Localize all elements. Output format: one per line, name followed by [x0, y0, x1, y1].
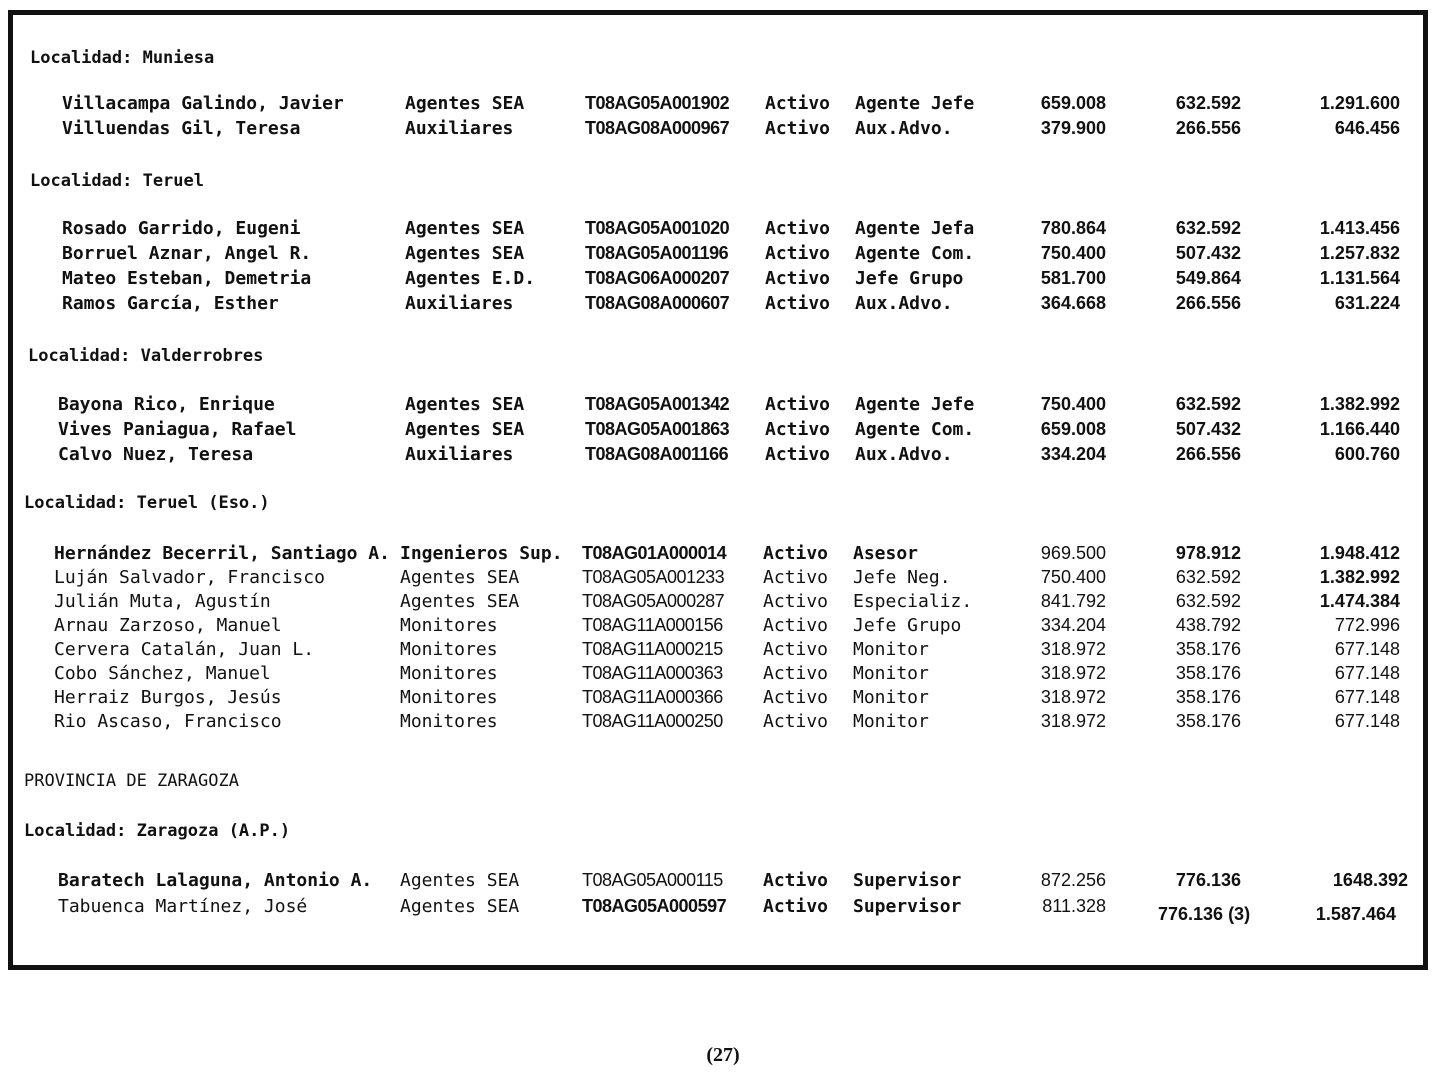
table-row: [0, 663, 1446, 687]
employee-category: Agentes SEA: [405, 394, 525, 415]
employee-name: Hernández Becerril, Santiago A.: [54, 543, 390, 564]
amount-1: 318.972: [1040, 639, 1106, 659]
amount-1: 841.792: [1040, 591, 1106, 611]
amount-1: 334.204: [1040, 615, 1106, 635]
employee-role: Jefe Grupo: [855, 268, 964, 289]
table-row: [0, 218, 1446, 242]
employee-name: Herraiz Burgos, Jesús: [54, 687, 282, 708]
employee-name: Baratech Lalaguna, Antonio A.: [58, 870, 373, 891]
employee-code: T08AG05A000115: [582, 870, 723, 890]
amount-2: 507.432: [1175, 243, 1241, 263]
employee-status: Activo: [765, 118, 831, 139]
amount-1: 379.900: [1040, 118, 1106, 138]
amount-total: 1.474.384: [1319, 591, 1400, 611]
amount-1: 318.972: [1040, 711, 1106, 731]
employee-status: Activo: [765, 218, 831, 239]
amount-1: 750.400: [1040, 567, 1106, 587]
employee-role: Agente Jefe: [855, 394, 975, 415]
employee-name: Arnau Zarzoso, Manuel: [54, 615, 282, 636]
employee-role: Aux.Advo.: [855, 293, 953, 314]
table-row: [0, 896, 1446, 924]
employee-status: Activo: [765, 293, 831, 314]
employee-category: Agentes SEA: [405, 93, 525, 114]
employee-code: T08AG11A000156: [582, 615, 723, 635]
employee-name: Vives Paniagua, Rafael: [58, 419, 297, 440]
employee-name: Calvo Nuez, Teresa: [58, 444, 254, 465]
amount-2: 266.556: [1175, 293, 1241, 313]
amount-2: 266.556: [1175, 118, 1241, 138]
employee-category: Agentes SEA: [400, 896, 520, 917]
employee-category: Agentes SEA: [405, 419, 525, 440]
employee-category: Agentes SEA: [400, 591, 520, 612]
employee-role: Agente Com.: [855, 419, 975, 440]
employee-code: T08AG06A000207: [585, 268, 730, 288]
employee-code: T08AG05A001342: [585, 394, 730, 414]
employee-name: Rio Ascaso, Francisco: [54, 711, 282, 732]
employee-status: Activo: [763, 543, 829, 564]
employee-status: Activo: [765, 444, 831, 465]
amount-1: 750.400: [1040, 243, 1106, 263]
amount-1: 780.864: [1040, 218, 1106, 238]
employee-code: T08AG11A000366: [582, 687, 723, 707]
amount-1: 318.972: [1040, 663, 1106, 683]
province-heading: PROVINCIA DE ZARAGOZA: [24, 771, 239, 791]
employee-role: Aux.Advo.: [855, 118, 953, 139]
amount-total: 1.382.992: [1319, 567, 1400, 587]
employee-category: Auxiliares: [405, 118, 514, 139]
employee-name: Rosado Garrido, Eugeni: [62, 218, 301, 239]
amount-1: 334.204: [1040, 444, 1106, 464]
employee-category: Ingenieros Sup.: [400, 543, 563, 564]
employee-code: T08AG08A001166: [585, 444, 729, 464]
amount-2: 632.592: [1175, 93, 1241, 113]
table-row: [0, 639, 1446, 663]
employee-code: T08AG11A000250: [582, 711, 723, 731]
locality-heading: Localidad: Muniesa: [30, 48, 215, 68]
amount-1: 659.008: [1040, 93, 1106, 113]
amount-2: 632.592: [1175, 218, 1241, 238]
amount-1: 872.256: [1040, 870, 1106, 890]
employee-role: Jefe Grupo: [853, 615, 962, 636]
amount-2: 632.592: [1175, 591, 1241, 611]
employee-status: Activo: [765, 93, 831, 114]
employee-category: Monitores: [400, 687, 498, 708]
employee-status: Activo: [765, 268, 831, 289]
amount-total: 631.224: [1334, 293, 1400, 313]
employee-category: Monitores: [400, 615, 498, 636]
amount-2: 358.176: [1175, 711, 1241, 731]
employee-status: Activo: [763, 639, 829, 660]
amount-total: 646.456: [1334, 118, 1400, 138]
amount-2: 358.176: [1175, 639, 1241, 659]
amount-1: 750.400: [1040, 394, 1106, 414]
employee-code: T08AG08A000607: [585, 293, 730, 313]
table-row: [0, 293, 1446, 317]
table-row: [0, 591, 1446, 615]
employee-status: Activo: [763, 870, 829, 891]
amount-total: 1.131.564: [1319, 268, 1400, 288]
amount-2: 978.912: [1175, 543, 1241, 563]
employee-code: T08AG05A001863: [585, 419, 730, 439]
employee-role: Monitor: [853, 639, 929, 660]
amount-2: 632.592: [1175, 567, 1241, 587]
employee-name: Ramos García, Esther: [62, 293, 279, 314]
employee-status: Activo: [763, 591, 829, 612]
table-row: [0, 243, 1446, 267]
employee-code: T08AG08A000967: [585, 118, 730, 138]
amount-1: 364.668: [1040, 293, 1106, 313]
employee-category: Auxiliares: [405, 444, 514, 465]
table-row: [0, 268, 1446, 292]
table-row: [0, 687, 1446, 711]
employee-status: Activo: [765, 243, 831, 264]
table-row: [0, 567, 1446, 591]
amount-total: 677.148: [1334, 711, 1400, 731]
employee-name: Julián Muta, Agustín: [54, 591, 271, 612]
employee-name: Luján Salvador, Francisco: [54, 567, 325, 588]
employee-category: Monitores: [400, 663, 498, 684]
employee-role: Agente Com.: [855, 243, 975, 264]
employee-status: Activo: [765, 419, 831, 440]
amount-2: 776.136: [1175, 870, 1241, 890]
table-row: [0, 118, 1446, 142]
employee-status: Activo: [765, 394, 831, 415]
employee-role: Monitor: [853, 711, 929, 732]
page-number: (27): [706, 1044, 740, 1066]
table-row: [0, 93, 1446, 117]
amount-total: 1.587.464: [1315, 904, 1396, 924]
employee-code: T08AG05A001196: [585, 243, 729, 263]
employee-role: Agente Jefa: [855, 218, 975, 239]
employee-name: Bayona Rico, Enrique: [58, 394, 275, 415]
table-row: [0, 870, 1446, 894]
employee-category: Monitores: [400, 711, 498, 732]
employee-code: T08AG11A000215: [582, 639, 723, 659]
employee-name: Mateo Esteban, Demetria: [62, 268, 312, 289]
employee-role: Agente Jefe: [855, 93, 975, 114]
table-row: [0, 543, 1446, 567]
employee-status: Activo: [763, 615, 829, 636]
employee-status: Activo: [763, 687, 829, 708]
employee-name: Villacampa Galindo, Javier: [62, 93, 344, 114]
employee-name: Cobo Sánchez, Manuel: [54, 663, 271, 684]
employee-name: Cervera Catalán, Juan L.: [54, 639, 315, 660]
table-row: [0, 615, 1446, 639]
amount-1: 581.700: [1040, 268, 1106, 288]
locality-heading: Localidad: Teruel: [30, 171, 204, 191]
amount-2: 358.176: [1175, 687, 1241, 707]
employee-category: Agentes E.D.: [405, 268, 536, 289]
employee-status: Activo: [763, 567, 829, 588]
amount-2: 632.592: [1175, 394, 1241, 414]
amount-total: 1.257.832: [1319, 243, 1400, 263]
amount-1: 659.008: [1040, 419, 1106, 439]
amount-total: 1.291.600: [1319, 93, 1400, 113]
amount-1: 811.328: [1042, 896, 1106, 916]
amount-2: 549.864: [1175, 268, 1241, 288]
employee-role: Aux.Advo.: [855, 444, 953, 465]
employee-name: Tabuenca Martínez, José: [58, 896, 308, 917]
employee-status: Activo: [763, 896, 829, 917]
employee-status: Activo: [763, 663, 829, 684]
employee-code: T08AG05A000287: [582, 591, 725, 611]
employee-category: Auxiliares: [405, 293, 514, 314]
employee-role: Supervisor: [853, 896, 962, 917]
amount-2: 266.556: [1175, 444, 1241, 464]
employee-category: Agentes SEA: [400, 567, 520, 588]
amount-total: 677.148: [1334, 639, 1400, 659]
employee-category: Agentes SEA: [405, 218, 525, 239]
amount-total: 677.148: [1334, 663, 1400, 683]
amount-total: 1.166.440: [1319, 419, 1400, 439]
amount-2: 507.432: [1175, 419, 1241, 439]
employee-category: Agentes SEA: [405, 243, 525, 264]
table-row: [0, 711, 1446, 735]
employee-code: T08AG05A001902: [585, 93, 730, 113]
amount-1: 318.972: [1040, 687, 1106, 707]
employee-role: Monitor: [853, 663, 929, 684]
table-row: [0, 394, 1446, 418]
amount-total: 772.996: [1334, 615, 1400, 635]
amount-1: 969.500: [1040, 543, 1106, 563]
employee-role: Supervisor: [853, 870, 962, 891]
employee-code: T08AG11A000363: [582, 663, 723, 683]
amount-total: 1.948.412: [1319, 543, 1400, 563]
employee-code: T08AG01A000014: [582, 543, 727, 563]
employee-role: Asesor: [853, 543, 919, 564]
employee-code: T08AG05A001020: [585, 218, 730, 238]
table-row: [0, 419, 1446, 443]
employee-role: Jefe Neg.: [853, 567, 951, 588]
amount-2: 776.136 (3): [1158, 904, 1251, 924]
amount-total: 677.148: [1334, 687, 1400, 707]
locality-heading: Localidad: Teruel (Eso.): [24, 493, 270, 513]
employee-name: Borruel Aznar, Angel R.: [62, 243, 312, 264]
employee-role: Monitor: [853, 687, 929, 708]
amount-2: 358.176: [1175, 663, 1241, 683]
amount-total: 600.760: [1334, 444, 1400, 464]
employee-code: T08AG05A000597: [582, 896, 727, 916]
employee-category: Monitores: [400, 639, 498, 660]
employee-name: Villuendas Gil, Teresa: [62, 118, 301, 139]
amount-total: 1648.392: [1332, 870, 1408, 890]
employee-status: Activo: [763, 711, 829, 732]
amount-total: 1.382.992: [1319, 394, 1400, 414]
amount-2: 438.792: [1175, 615, 1241, 635]
locality-heading: Localidad: Zaragoza (A.P.): [24, 821, 291, 841]
employee-role: Especializ.: [853, 591, 973, 612]
amount-total: 1.413.456: [1319, 218, 1400, 238]
employee-category: Agentes SEA: [400, 870, 520, 891]
table-row: [0, 444, 1446, 468]
locality-heading: Localidad: Valderrobres: [28, 346, 264, 366]
employee-code: T08AG05A001233: [582, 567, 725, 587]
